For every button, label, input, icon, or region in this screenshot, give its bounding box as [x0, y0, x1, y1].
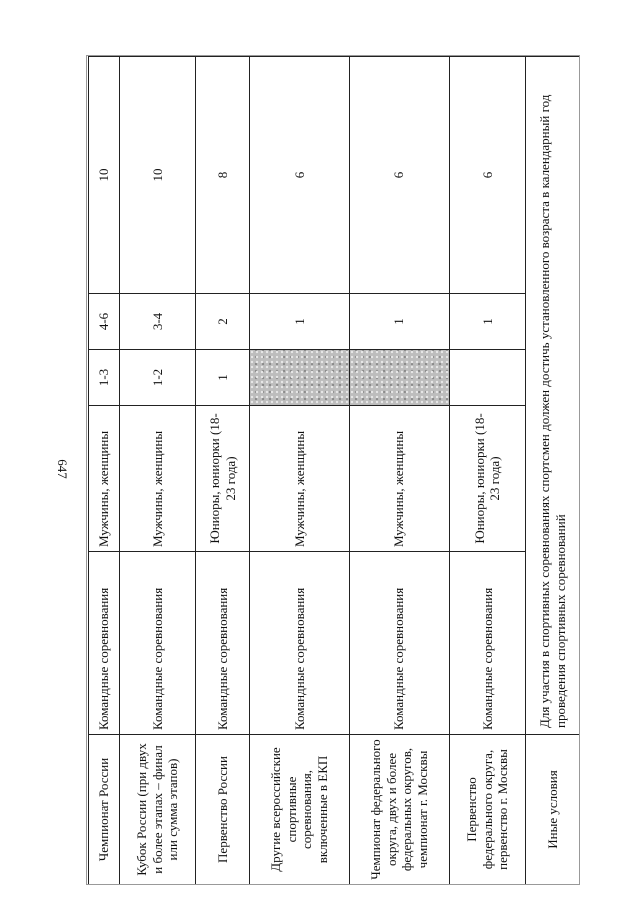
table-row [89, 57, 120, 885]
competition-type: Командные соревнования [196, 552, 250, 735]
points-value: 10 [89, 57, 120, 294]
places-range: 1 [449, 294, 526, 350]
competition-name: Чемпионат России [89, 735, 120, 885]
competition-type: Командные соревнования [349, 552, 449, 735]
table-row [119, 57, 196, 885]
points-value: 6 [449, 57, 526, 294]
places-range: 1-3 [89, 350, 120, 406]
participant-group: Мужчины, женщины [249, 406, 349, 552]
places-range-shaded [249, 350, 349, 406]
table-container [88, 57, 580, 885]
participant-group: Мужчины, женщины [349, 406, 449, 552]
places-range: 1 [196, 350, 250, 406]
competition-type: Командные соревнования [89, 552, 120, 735]
participant-group: Юниоры, юниорки (18-23 года) [196, 406, 250, 552]
competition-name: Другие всероссийские спортивные соревнования, включенные в ЕКП [249, 735, 349, 885]
other-conditions-text: Для участия в спортивных соревнованиях спортсмен должен достичь установленного возраста в календарный год проведения спортивных соревнований [526, 57, 580, 735]
places-range: 1-2 [119, 350, 196, 406]
competition-name: Первенство России [196, 735, 250, 885]
places-range-shaded [349, 350, 449, 406]
page-number: 647 [55, 459, 70, 479]
points-value: 6 [249, 57, 349, 294]
competition-name: Чемпионат федерального округа, двух и более федеральных округов, чемпионат г. Москвы [349, 735, 449, 885]
participant-group: Юниоры, юниорки (18-23 года) [449, 406, 526, 552]
competition-type: Командные соревнования [119, 552, 196, 735]
places-range: 4-6 [89, 294, 120, 350]
places-range: 3-4 [119, 294, 196, 350]
places-range: 1 [249, 294, 349, 350]
points-value: 6 [349, 57, 449, 294]
rotated-table-layer [88, 57, 580, 885]
competition-type: Командные соревнования [449, 552, 526, 735]
places-range: 1 [349, 294, 449, 350]
competition-type: Командные соревнования [249, 552, 349, 735]
places-range [449, 350, 526, 406]
table-row [349, 57, 449, 885]
sports-table [88, 56, 580, 885]
other-conditions-label: Иные условия [526, 735, 580, 885]
participant-group: Мужчины, женщины [89, 406, 120, 552]
places-range: 2 [196, 294, 250, 350]
table-row-other-conditions [526, 57, 580, 885]
points-value: 8 [196, 57, 250, 294]
table-row [449, 57, 526, 885]
points-value: 10 [119, 57, 196, 294]
table-row [249, 57, 349, 885]
table-row [196, 57, 250, 885]
competition-name: Первенство федерального округа, первенство г. Москвы [449, 735, 526, 885]
competition-name: Кубок России (при двух и более этапах – финал или сумма этапов) [119, 735, 196, 885]
participant-group: Мужчины, женщины [119, 406, 196, 552]
